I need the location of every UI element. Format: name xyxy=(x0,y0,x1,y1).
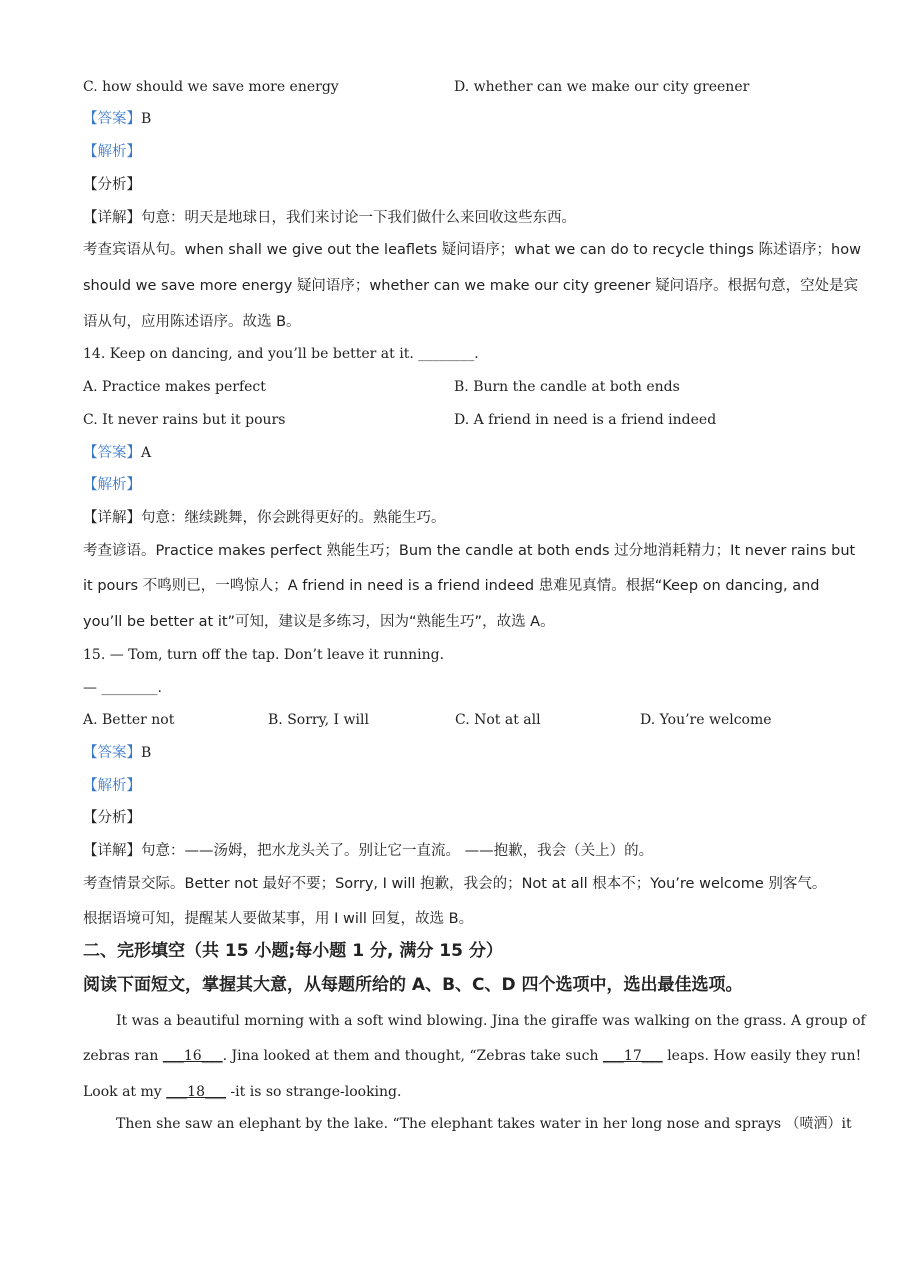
q13-option-c: C. how should we save more energy xyxy=(83,79,339,95)
q15-option-c: C. Not at all xyxy=(455,712,541,728)
q14-explain-line1: 考查谚语。Practice makes perfect 熟能生巧；Bum the candle at both ends 过分地消耗精力；It never rains but xyxy=(83,543,856,559)
q14-answer xyxy=(83,443,151,463)
passage-text: leaps. How easily they run! xyxy=(662,1048,862,1064)
q14-analysis-tag: 【解析】 xyxy=(83,477,141,493)
passage-line1: It was a beautiful morning with a soft wind blowing. Jina the giraffe was walking on the grass. A group of xyxy=(116,1013,866,1029)
q14-option-d: D. A friend in need is a friend indeed xyxy=(454,412,717,428)
q13-explain-line2: should we save more energy 疑问语序；whether can we make our city greener 疑问语序。根据句意，空处是宾 xyxy=(83,278,859,294)
blank-16: ___16___ xyxy=(162,1048,223,1064)
q14-option-a: A. Practice makes perfect xyxy=(83,379,266,395)
q15-option-d: D. You’re welcome xyxy=(640,712,772,728)
blank-18: ___18___ xyxy=(166,1084,226,1100)
answer-value: B xyxy=(141,745,152,761)
q15-fenxi: 【分析】 xyxy=(83,810,141,826)
q15-explain-line1: 考查情景交际。Better not 最好不要；Sorry, I will 抱歉，我会的；Not at all 根本不；You’re welcome 别客气。 xyxy=(83,876,827,892)
passage-line4: Then she saw an elephant by the lake. “The elephant takes water in her long nose and sprays （喷洒）it xyxy=(116,1116,852,1132)
answer-tag: 【答案】 xyxy=(83,111,141,127)
passage-text: -it is so strange-looking. xyxy=(225,1084,402,1100)
answer-tag: 【答案】 xyxy=(83,445,141,461)
q14-explain-line3: you’ll be better at it”可知，建议是多练习，因为“熟能生巧”，故选 A。 xyxy=(83,614,555,630)
passage-text: Look at my xyxy=(83,1084,167,1100)
answer-tag: 【答案】 xyxy=(83,745,141,761)
q13-detail: 【详解】句意：明天是地球日，我们来讨论一下我们做什么来回收这些东西。 xyxy=(83,210,576,226)
q15-analysis-tag: 【解析】 xyxy=(83,778,141,794)
q15-explain-line2: 根据语境可知，提醒某人要做某事，用 I will 回复，故选 B。 xyxy=(83,911,474,927)
answer-value: B xyxy=(141,111,152,127)
passage-line3 xyxy=(83,1082,401,1102)
q15-option-a: A. Better not xyxy=(83,712,175,728)
q13-explain-line1: 考查宾语从句。when shall we give out the leaflets 疑问语序；what we can do to recycle things 陈述语序；how xyxy=(83,242,861,258)
section-title: 二、完形填空（共 15 小题;每小题 1 分, 满分 15 分） xyxy=(83,941,503,961)
q14-explain-line2: it pours 不鸣则已，一鸣惊人；A friend in need is a friend indeed 患难见真情。根据“Keep on dancing, and xyxy=(83,578,820,594)
q13-answer xyxy=(83,109,151,129)
q13-explain-line3: 语从句，应用陈述语序。故选 B。 xyxy=(83,314,301,330)
q15-reply: — ________. xyxy=(83,680,162,696)
q14-detail: 【详解】句意：继续跳舞，你会跳得更好的。熟能生巧。 xyxy=(83,510,446,526)
answer-value: A xyxy=(141,445,152,461)
passage-line2 xyxy=(83,1046,861,1066)
q13-fenxi: 【分析】 xyxy=(83,177,141,193)
q14-option-c: C. It never rains but it pours xyxy=(83,412,286,428)
q15-detail: 【详解】句意：——汤姆，把水龙头关了。别让它一直流。 ——抱歉，我会（关上）的。 xyxy=(83,843,654,859)
section-instruction: 阅读下面短文，掌握其大意，从每题所给的 A、B、C、D 四个选项中，选出最佳选项。 xyxy=(83,975,743,995)
q13-analysis-tag: 【解析】 xyxy=(83,144,141,160)
passage-text: zebras ran xyxy=(83,1048,163,1064)
q14-option-b: B. Burn the candle at both ends xyxy=(454,379,680,395)
blank-17: ___17___ xyxy=(602,1048,663,1064)
q14-stem: 14. Keep on dancing, and you’ll be better at it. ________. xyxy=(83,346,479,362)
q15-option-b: B. Sorry, I will xyxy=(268,712,369,728)
passage-text: . Jina looked at them and thought, “Zebras take such xyxy=(222,1048,603,1064)
q13-option-d: D. whether can we make our city greener xyxy=(454,79,750,95)
q15-stem: 15. — Tom, turn off the tap. Don’t leave it running. xyxy=(83,647,445,663)
q15-answer xyxy=(83,743,151,763)
